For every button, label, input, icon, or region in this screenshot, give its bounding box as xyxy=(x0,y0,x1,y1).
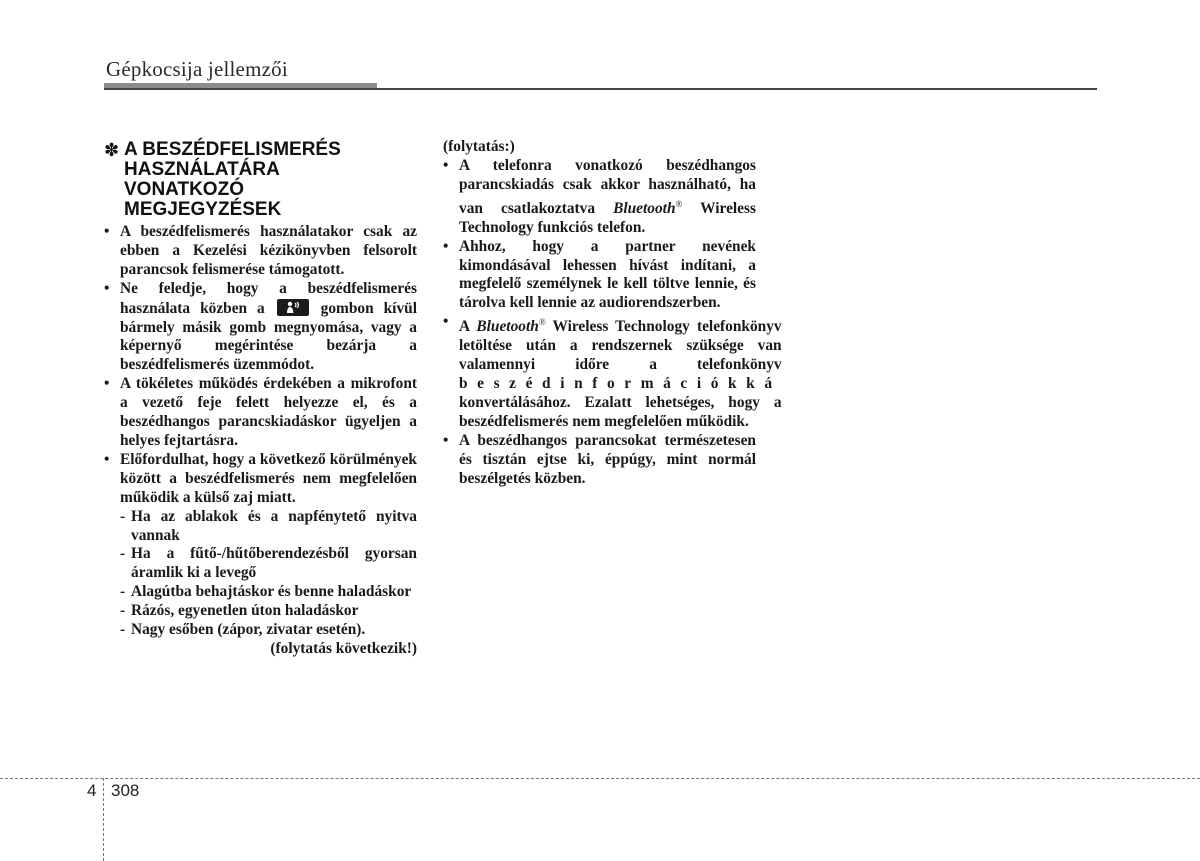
list-item-text-part: gombon kívül bármely másik gomb megnyomása, vagy a képernyő megérintése bezárja a beszédfelismerés üzemmódot. xyxy=(120,299,417,374)
list-item-text: A beszédhangos parancsokat természetesen és tisztán ejtse ki, éppúgy, mint normál beszélgetés közben. xyxy=(459,431,756,487)
sub-list-item-text: Alagútba behajtáskor és benne haladáskor xyxy=(131,583,412,601)
list-item xyxy=(104,223,417,280)
sub-list-item-text: Ha az ablakok és a napfénytető nyitva vannak xyxy=(131,507,417,544)
list-item-text: Előfordulhat, hogy a következő körülmények között a beszédfelismerés nem megfelelően működik a külső zaj miatt. xyxy=(120,450,417,506)
footer-divider xyxy=(0,778,1200,779)
list-item-text: A beszédfelismerés használatakor csak az ebben a Kezelési kézikönyvben felsorolt parancsok felismerése támogatott. xyxy=(120,223,417,278)
sub-list-item: - Nagy esőben (zápor, zivatar esetén). xyxy=(104,621,417,640)
list-item xyxy=(443,313,782,432)
list-item-text: Ahhoz, hogy a partner nevének kimondásával lehessen hívást indítani, a megfelelő személynek le kell töltve lennie, és tárolva kell lennie az audiorendszerben. xyxy=(459,237,756,312)
list-item xyxy=(443,238,756,314)
left-column xyxy=(104,138,417,659)
bullet-icon: • xyxy=(104,375,110,393)
list-item-text-part: Ne feledje, hogy a beszédfelismerés használata közben a xyxy=(120,279,417,317)
sub-list-item: - Alagútba behajtáskor és benne haladáskor xyxy=(104,583,417,602)
header-title: Gépkocsija jellemzői xyxy=(106,57,288,81)
bullet-icon: • xyxy=(104,279,110,297)
list-item xyxy=(443,432,756,489)
bluetooth-brand-text: Bluetooth xyxy=(476,318,539,336)
section-heading xyxy=(104,140,417,220)
continuation-label: (folytatás:) xyxy=(443,138,515,155)
list-item xyxy=(104,280,417,376)
sub-list-item-text: Ha a fűtő-/hűtőberendezésből gyorsan áramlik ki a levegő xyxy=(131,545,417,582)
bluetooth-brand-text: Bluetooth xyxy=(613,199,676,217)
list-item xyxy=(443,157,756,238)
right-column xyxy=(443,138,782,489)
continued-note: (folytatás következik!) xyxy=(270,639,417,657)
talk-button-icon xyxy=(277,299,309,316)
sub-list-item-text: Nagy esőben (zápor, zivatar esetén). xyxy=(131,621,366,639)
bullet-icon: • xyxy=(443,237,449,255)
section-heading-text: A BESZÉDFELISMERÉS HASZNÁLATÁRA VONATKOZÓ MEGJEGYZÉSEK xyxy=(124,139,341,220)
footer-vertical-divider xyxy=(103,778,104,861)
sub-list-item-text: Rázós, egyenetlen úton haladáskor xyxy=(131,602,359,620)
list-item-text: A telefonra vonatkozó beszédhangos parancskiadás csak akkor használható, ha van csatlakoztatva Bluetooth® Wireless Technology funkciós telefon. xyxy=(459,156,756,236)
page-number: 308 xyxy=(111,781,140,800)
bullet-icon: • xyxy=(443,431,449,449)
list-item-text: A tökéletes működés érdekében a mikrofont a vezető feje felett helyezze el, és a beszédhangos parancskiadáskor ügyeljen a helyes fejtartásra. xyxy=(120,375,417,449)
bullet-icon: • xyxy=(104,450,110,468)
sub-list-item: - Rázós, egyenetlen úton haladáskor xyxy=(104,602,417,621)
header-rule-thin xyxy=(104,88,1097,90)
list-item-text xyxy=(120,280,417,376)
list-item xyxy=(104,451,417,508)
bullet-icon: • xyxy=(443,156,449,174)
list-item-text: A Bluetooth® Wireless Technology telefonkönyv letöltése után a rendszernek szüksége van valamennyi időre a telefonkönyv beszédinformációkká konvertálásához. Ezalatt lehetséges, hogy a beszédfelismerés nem megfelelően működik. xyxy=(459,317,782,430)
chapter-number: 4 xyxy=(87,781,97,800)
bullet-icon: • xyxy=(443,313,449,331)
sub-list-item: - Ha az ablakok és a napfénytető nyitva vannak xyxy=(120,507,417,544)
sub-list-item: - Ha a fűtő-/hűtőberendezésből gyorsan áramlik ki a levegő xyxy=(120,545,417,582)
bullet-icon: • xyxy=(104,223,110,240)
list-item xyxy=(104,375,417,451)
note-star-icon: ✽ xyxy=(104,140,120,160)
